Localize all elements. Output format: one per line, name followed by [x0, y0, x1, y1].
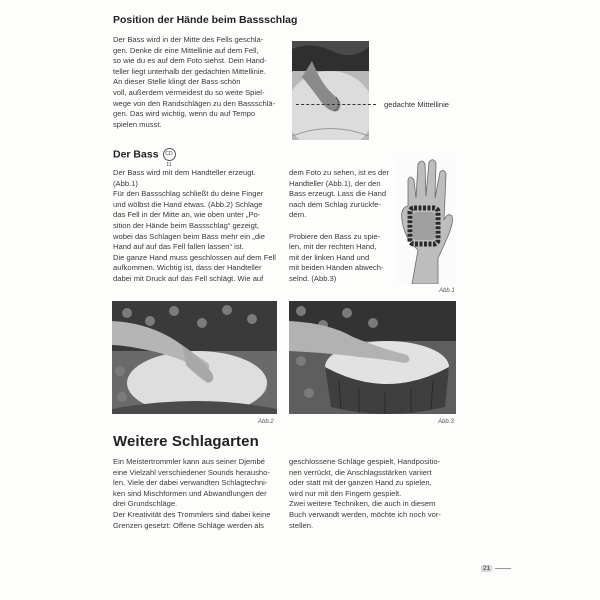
midline-label: gedachte Mittellinie [384, 100, 450, 109]
photo-abb1-hand [394, 158, 456, 284]
section-heading-bass-text: Der Bass [113, 148, 159, 161]
page-number-rule [495, 568, 511, 569]
photo-abb2-bass-stroke [112, 301, 277, 414]
photo-abb3-bass-stroke [289, 301, 456, 414]
paragraph-bass-left: Der Bass wird mit dem Handteller erzeugt. (Abb.1) Für den Bassschlag schließt du deine Finger und wölbst die Hand etwas. (Abb.2) Schlage das Fell in der Mitte an, wie oben unter „Po- sition der Hände beim Bassschlag“ gezeigt, wobei das Schlagen beim Bass mehr ein „die Hand auf auf das Fell fallen lassen“ ist. Die ganze Hand muss geschlossen auf dem Fell aufkommen. Wichtig ist, dass der Handteller dabei mit Druck auf das Fell schlägt. Wie auf [113, 168, 276, 283]
section-heading-bass [113, 148, 176, 168]
midline-dashed-line [296, 104, 376, 105]
paragraph-further-left: Ein Meistertrommler kann aus seiner Djembé eine Vielzahl verschiedener Sounds herausho- len. Viele der dabei verwandten Schlagtechni- ken sind Mischformen und Abwandlungen der drei Grundschläge. Der Kreativität des Trommlers sind dabei keine Grenzen gesetzt: Offene Schläge werden als [113, 457, 271, 530]
section-heading-bass-position: Position der Hände beim Bassschlag [113, 14, 298, 26]
page-number [481, 565, 511, 572]
page-number-value: 21 [483, 565, 491, 572]
caption-abb3: Abb.3 [438, 419, 454, 425]
audio-track-icon: CD 11 [163, 148, 176, 161]
paragraph-bass-middle: dem Foto zu sehen, ist es der Handteller (Abb.1), der den Bass erzeugt. Lass die Hand nach dem Schlag zurückfe- dern. Probiere den Bass zu spie- len, mit der rechten Hand, mit der linken Hand und mit beiden Händen abwech- selnd. (Abb.3) [289, 168, 390, 283]
photo-hand-on-drum-top [292, 41, 369, 140]
paragraph-bass-position: Der Bass wird in der Mitte des Fells geschla- gen. Denke dir eine Mittellinie auf dem Fell, so wie du es auf dem Foto siehst. Dein Hand- teller liegt unterhalb der gedachten Mittellinie. An dieser Stelle klingt der Bass schön voll, außerdem vermeidest du so weite Spiel- wege von den Randschlägen zu den Bassschlä- gen. Das wird wichtig, wenn du auf Tempo spielen musst. [113, 35, 276, 129]
section-heading-further-strokes: Weitere Schlagarten [113, 433, 259, 450]
caption-abb2: Abb.2 [258, 419, 274, 425]
paragraph-further-right: geschlossene Schläge gespielt, Handpositio- nen verrückt, die Anschlagsstärken variiert oder statt mit der ganzen Hand zu spielen, wird nur mit den Fingern gespielt. Zwei weitere Techniken, die auch in diesem Buch verwandt werden, möchte ich noch vor- stellen. [289, 457, 441, 530]
caption-abb1: Abb.1 [439, 288, 455, 294]
